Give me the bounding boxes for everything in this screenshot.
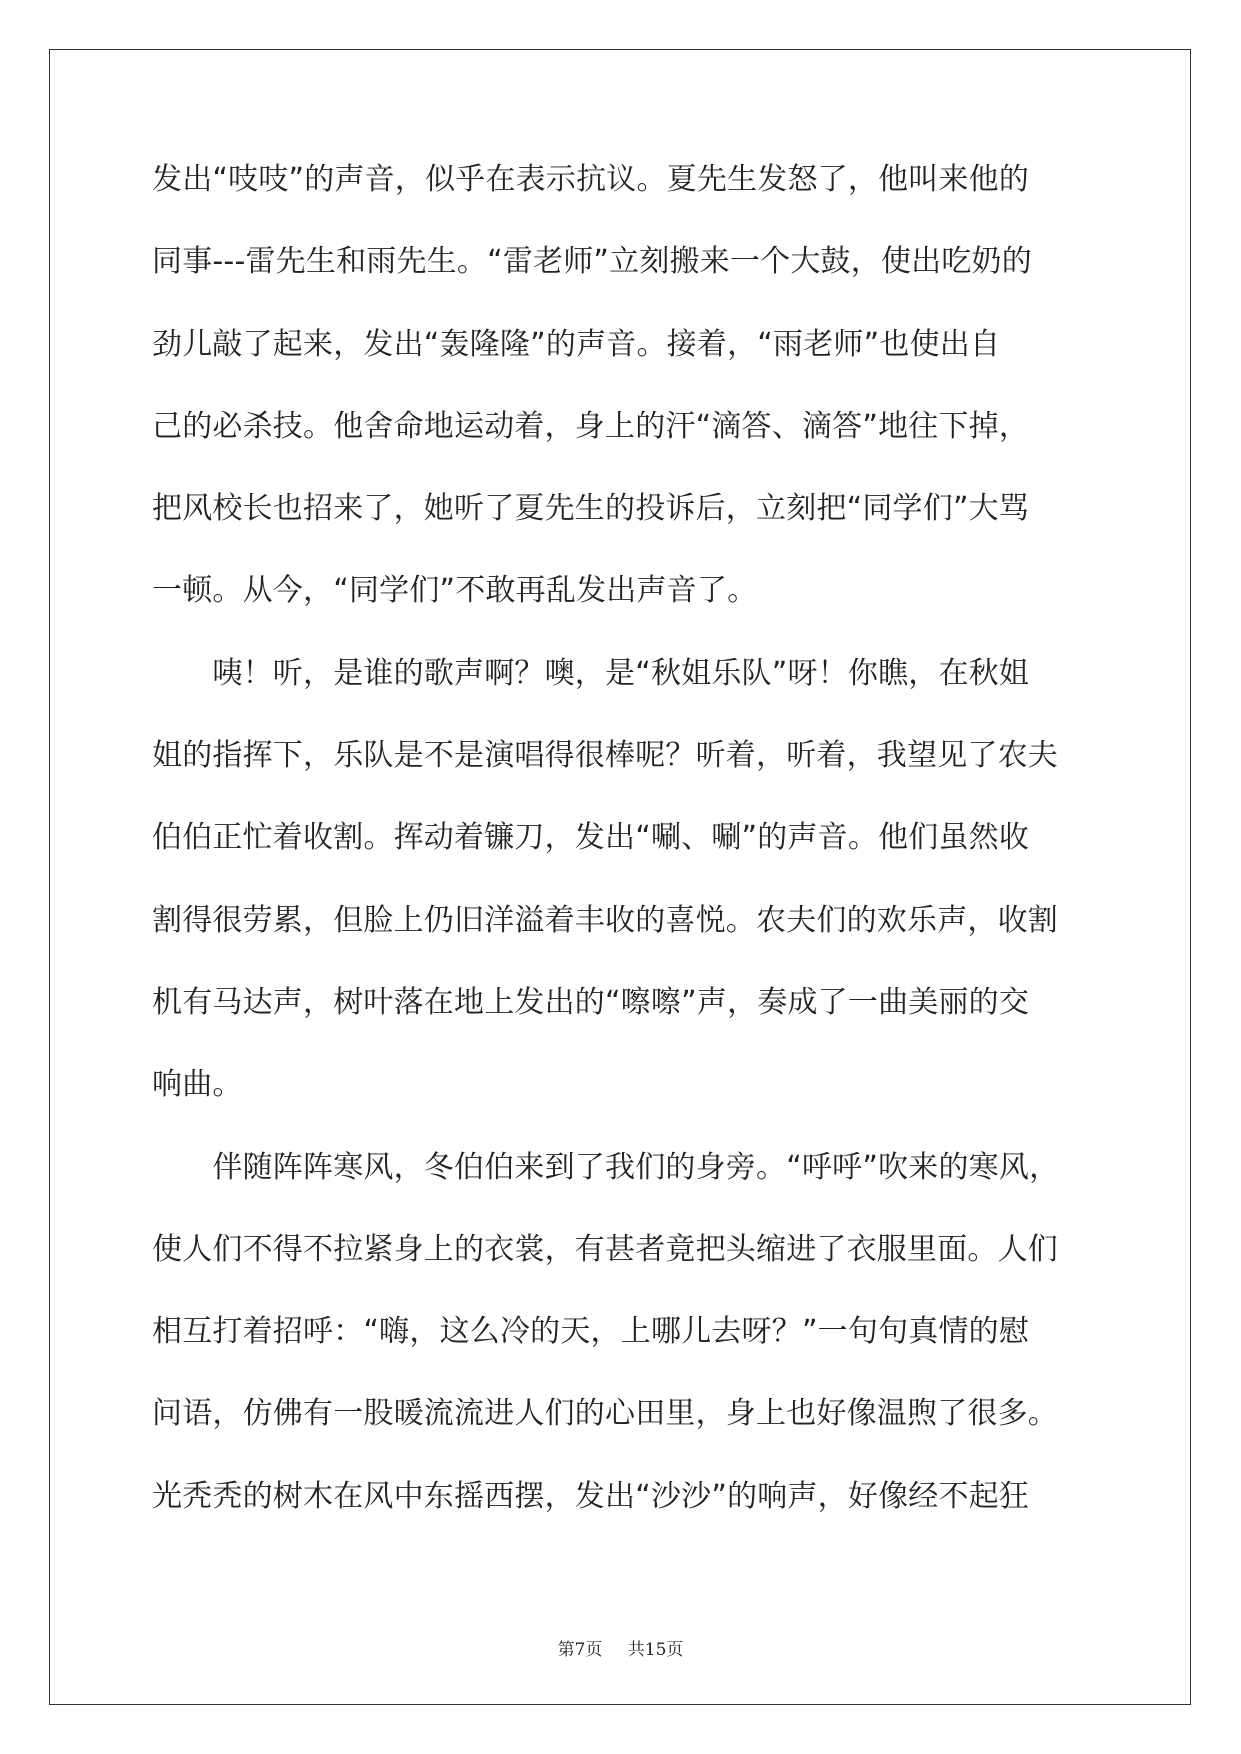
text-line: 机有马达声，树叶落在地上发出的“嚓嚓”声，奏成了一曲美丽的交	[152, 984, 1030, 1020]
text-line: 姐的指挥下，乐队是不是演唱得很棒呢？听着，听着，我望见了农夫	[152, 738, 1058, 774]
text-line: 己的必杀技。他舍命地运动着，身上的汗“滴答、滴答”地往下掉，	[152, 408, 1030, 444]
text-line: 伴随阵阵寒风，冬伯伯来到了我们的身旁。“呼呼”吹来的寒风，	[152, 1149, 1060, 1185]
text-line: 使人们不得不拉紧身上的衣裳，有甚者竟把头缩进了衣服里面。人们	[152, 1231, 1058, 1267]
text-line: 把风校长也招来了，她听了夏先生的投诉后，立刻把“同学们”大骂	[152, 491, 1030, 527]
page-footer	[0, 1635, 1241, 1660]
text-line: 同事---雷先生和雨先生。“雷老师”立刻搬来一个大鼓，使出吃奶的	[152, 244, 1032, 280]
text-line: 发出“吱吱”的声音，似乎在表示抗议。夏先生发怒了，他叫来他的	[152, 162, 1030, 197]
text-line: 响曲。	[152, 1067, 243, 1103]
text-line: 问语，仿佛有一股暖流流进人们的心田里，身上也好像温煦了很多。	[152, 1396, 1058, 1432]
text-line: 光秃秃的树木在风中东摇西摆，发出“沙沙”的响声，好像经不起狂	[152, 1478, 1030, 1514]
text-line: 相互打着招呼：“嗨，这么冷的天，上哪儿去呀？”一句句真情的慰	[152, 1314, 1030, 1350]
text-line: 一顿。从今，“同学们”不敢再乱发出声音了。	[152, 573, 758, 609]
document-body	[152, 162, 1092, 1561]
text-line: 咦！听，是谁的歌声啊？噢，是“秋姐乐队”呀！你瞧，在秋姐	[152, 655, 1030, 691]
page-number-current: 第7页	[557, 1640, 603, 1660]
page-number-total: 共15页	[627, 1640, 684, 1660]
text-line: 劲儿敲了起来，发出“轰隆隆”的声音。接着，“雨老师”也使出自	[152, 326, 1001, 362]
text-line: 伯伯正忙着收割。挥动着镰刀，发出“唰、唰”的声音。他们虽然收	[152, 820, 1030, 856]
text-line: 割得很劳累，但脸上仍旧洋溢着丰收的喜悦。农夫们的欢乐声，收割	[152, 902, 1058, 938]
